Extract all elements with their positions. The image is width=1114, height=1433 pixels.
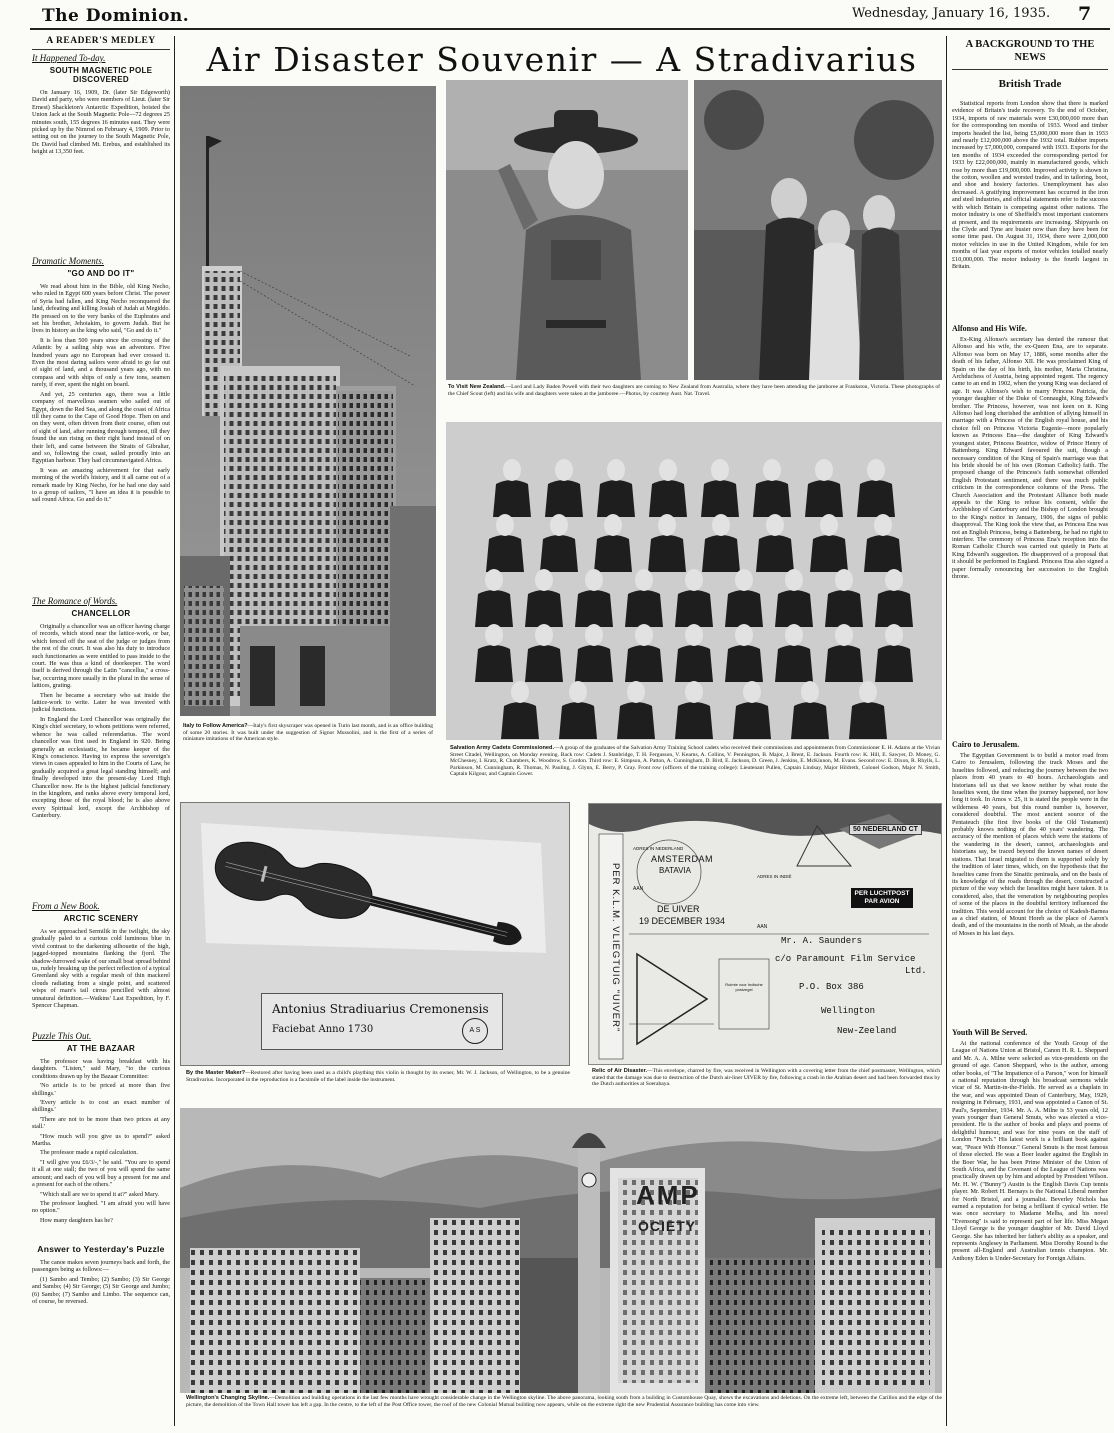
address-line-6: New-Zeeland bbox=[837, 1026, 897, 1036]
paragraph: It was an amazing achievement for that early morning of the world's history, and it all came out of a remark made by King Necho, for he had one day said to a group of sailors, "I have an idea it is possible to sail round Africa. Go and do it." bbox=[32, 466, 170, 504]
section-go-and-do-it bbox=[32, 256, 170, 596]
cadet-figure-body bbox=[575, 590, 613, 627]
issue-date: Wednesday, January 16, 1935. bbox=[852, 6, 1051, 21]
cadet-figure-body bbox=[475, 590, 513, 627]
section-body-alfonso bbox=[952, 336, 1108, 736]
violin-label bbox=[261, 993, 503, 1050]
caption-baden-powell bbox=[448, 384, 940, 414]
cadet-figure-head bbox=[835, 569, 853, 591]
address-line-2: c/o Paramount Film Service bbox=[775, 954, 916, 964]
cadet-figure-body bbox=[575, 645, 613, 682]
caption-violin bbox=[186, 1070, 570, 1100]
cadet-figure-head bbox=[685, 569, 703, 591]
cadet-figure-head bbox=[503, 459, 521, 481]
cadet-figure-body bbox=[733, 702, 771, 739]
section-at-the-bazaar bbox=[32, 1031, 170, 1241]
paragraph: "Which stall are we to spend it at?" asked Mary. bbox=[40, 1190, 160, 1198]
page-headline: Air Disaster Souvenir — A Stradivarius bbox=[206, 40, 918, 79]
cadet-figure-body bbox=[725, 645, 763, 682]
section-heading: Answer to Yesterday's Puzzle bbox=[37, 1244, 165, 1254]
violin-illustration bbox=[181, 803, 569, 983]
section-body bbox=[32, 1259, 170, 1307]
cadet-figure-body bbox=[617, 702, 655, 739]
violin-label-year: Faciebat Anno 1730 bbox=[272, 1024, 374, 1035]
section-body bbox=[32, 1058, 170, 1226]
cadet-figure-head bbox=[885, 569, 903, 591]
photo-violin bbox=[180, 802, 570, 1066]
caption-title: By the Master Maker? bbox=[186, 1070, 246, 1076]
caption-envelope bbox=[592, 1068, 940, 1098]
address-line-3: Ltd. bbox=[905, 966, 927, 976]
caption-title: Relic of Air Disaster. bbox=[592, 1068, 648, 1074]
cadet-figure-head bbox=[607, 459, 625, 481]
cadet-figure-body bbox=[675, 590, 713, 627]
cadet-figure-body bbox=[775, 590, 813, 627]
stamp-space-note: Ruimte voor Indische postzegel bbox=[725, 982, 763, 992]
section-body-youth bbox=[952, 1040, 1108, 1410]
address-line-5: Wellington bbox=[821, 1006, 876, 1016]
cadet-figure-body bbox=[475, 645, 513, 682]
address-line-4: P.O. Box 386 bbox=[799, 982, 864, 992]
skyline-illustration bbox=[180, 1108, 942, 1393]
caption-skyline bbox=[186, 1395, 942, 1427]
paragraph: It is less than 500 years since the crossing of the Atlantic by a sailing ship was an adventure. Five hundred years ago no European had ever crossed it. Even the most daring sailors were afraid to go far out of sight of land, and a thousand years ago, with no compass and with ships of only a few tons, seamen rarely, if ever, spent the night on board. bbox=[32, 336, 170, 389]
cadet-figure-head bbox=[485, 624, 503, 646]
cadet-figure-head bbox=[735, 569, 753, 591]
cadet-figure-body bbox=[857, 480, 895, 517]
airmail-line-2: PAR AVION bbox=[864, 898, 900, 905]
cadet-figure-head bbox=[874, 514, 892, 536]
envelope-vertical-label: PER K.L.M. VLIEGTUIG "UIVER" bbox=[610, 863, 621, 1033]
cadet-figure-body bbox=[701, 480, 739, 517]
paper-name: The Dominion. bbox=[42, 6, 190, 26]
column-rule-right bbox=[946, 36, 947, 1426]
caption-title: Salvation Army Cadets Commissioned. bbox=[450, 745, 555, 751]
cadet-figure-body bbox=[864, 535, 902, 572]
cadet-figure-body bbox=[648, 535, 686, 572]
cadet-figure-head bbox=[801, 681, 819, 703]
caption-text: —Restored after having been used as a child's plaything this violin is thought by its owner, Mr. W. J. Jackson, of Wellington, to be a genuine Stradivarius. Incorporated in the reproduction is a facsimile of the label inside the instrument. bbox=[186, 1070, 570, 1083]
cadet-figure-head bbox=[785, 569, 803, 591]
cadet-figure-head bbox=[496, 514, 514, 536]
paragraph: 'There are not to be more than two prices at any stall.' bbox=[32, 1115, 170, 1131]
caption-text: —This envelope, charred by fire, was received in Wellington with a covering letter from the chief postmaster, Wellington, which stated that the damage was due to destruction of the Dutch air-liner UIVER by fire, following a crash in the Arabian desert and had been forwarded thus by the Dutch authorities at Soerabaya. bbox=[592, 1068, 940, 1088]
column-rule-left bbox=[174, 36, 175, 1426]
cadet-figure-body bbox=[875, 590, 913, 627]
photo-air-disaster-envelope bbox=[588, 803, 942, 1065]
cadet-figure-head bbox=[867, 459, 885, 481]
section-kicker: Puzzle This Out. bbox=[32, 1031, 92, 1041]
cadet-figure-head bbox=[604, 514, 622, 536]
envelope-aan-label: AAN bbox=[757, 924, 768, 930]
cadet-figure-body bbox=[791, 702, 829, 739]
cadet-figure-head bbox=[535, 569, 553, 591]
caption-text: —Lord and Lady Baden Powell with their two daughters are coming to New Zealand from Australia, where they have been attending the jamboree at Frankston, Victoria. These photographs of the Chief Scout (left) and his wife and daughters were taken at the jamboree.—Photos, by courtesy Aust. Nat. Travel. bbox=[448, 384, 940, 397]
section-heading-british-trade: British Trade bbox=[998, 78, 1062, 90]
cadet-figure-head bbox=[711, 459, 729, 481]
section-kicker: The Romance of Words. bbox=[32, 596, 118, 606]
section-body-cairo bbox=[952, 752, 1108, 1024]
cadet-figure-head bbox=[685, 624, 703, 646]
cadet-figure-head bbox=[535, 624, 553, 646]
paragraph: We read about him in the Bible, old King Necho, who ruled in Egypt 600 years before Christ. The power of Syria had fallen, and King Necho reconquered the land, defeating and killing Josiah of Judah at Megiddo. He pressed on to the very banks of the Euphrates and set his brother, Jehoiakim, to govern Judah. But he lives in history as the king who said, "Go and do it." bbox=[32, 283, 170, 335]
cadet-figure-body bbox=[486, 535, 524, 572]
envelope-adres-nederland: ADRES IN NEDERLAND bbox=[633, 846, 684, 851]
section-heading-cairo: Cairo to Jerusalem. bbox=[952, 740, 1020, 749]
cadet-figure-head bbox=[511, 681, 529, 703]
photo-wellington-skyline bbox=[180, 1108, 942, 1393]
cadet-figure-body bbox=[825, 590, 863, 627]
photo-salvation-army-cadets bbox=[446, 422, 942, 740]
address-line-1: Mr. A. Saunders bbox=[781, 936, 863, 946]
cadet-figure-body bbox=[594, 535, 632, 572]
paragraph: The professor laughed. "I am afraid you will have no option." bbox=[32, 1199, 170, 1215]
cadet-figure-head bbox=[569, 681, 587, 703]
cadet-figure-body bbox=[525, 645, 563, 682]
cadet-figure-body bbox=[625, 590, 663, 627]
cadet-figure-body bbox=[825, 645, 863, 682]
paragraph: Ex-King Alfonso's secretary has denied the rumour that Alfonso and his wife, the ex-Queen Ena, are to separate. Alfonso was born on May 17, 1886, some months after the death of his father, Alfonso XII. He was proclaimed King of Spain on the day of his birth, his mother, Maria Christina, Archduchess of Austria, being appointed regent. The regency came to an end in 1902, when the young King was declared of age. It was Alfonso's wish to marry Princess Patricia, the younger daughter of the Duke of Connaught, King Edward's brother. The Princess, however, was not keen on it. King Alfonso had long cherished the ambition of allying himself in marriage with a Princess of the English royal house, and his choice fell on Princess Victoria Eugenie—more popularly known as Princess Ena—the daughter of King Edward's youngest sister, Princess Beatrice, widow of Prince Henry of Battenberg. King Edward favoured the suit, though a necessary condition of the King of Spain's marriage was that his bride should be of his own (Roman Catholic) faith. The proposed change of the Princess's faith somewhat offended English Protestant sentiment, and there was much public criticism in the correspondence columns of the Press. The Church Association and the Protestant Alliance both made appeals to the King to refuse his consent, while the Archbishop of Canterbury and the Bishop of London brought to the King's notice in January, 1906, the signs of public disapproval. The King took the view that, as Princess Ena was not an English Princess, being a Battenberg, he had no right to interfere. The ceremony of Princess Ena's reception into the Roman Catholic Church was carried out quietly in Paris at King Edward's suggestion. He disapproved of a proposal that it should be performed in England. Princess Ena also signed a paper formally renouncing her succession to the English throne. bbox=[952, 336, 1108, 580]
right-column-title: A BACKGROUND TO THE NEWS bbox=[965, 39, 1095, 63]
cadet-figure-body bbox=[545, 480, 583, 517]
caption-italy bbox=[183, 723, 433, 763]
section-heading-youth: Youth Will Be Served. bbox=[952, 1028, 1028, 1037]
left-column-readers-medley bbox=[32, 36, 170, 1426]
photo-lady-baden-powell-daughters bbox=[694, 80, 942, 380]
section-arctic-scenery bbox=[32, 901, 170, 1031]
airmail-line-1: PER LUCHTPOST bbox=[854, 890, 910, 897]
cadet-figure-head bbox=[659, 459, 677, 481]
caption-text: —Demolition and building operations in the last few months have wrought considerable change in the Wellington skyline. The above panorama, looking south from a building in Customhouse Quay, shows the excavations and deletions. On the extreme left, between the Carillon and the edge of the picture, the demolition of the Town Hall tower has left a gap. In the centre, to the left of the Post Office tower, the roof of the new Colonial Mutual building now appears, while on the extreme right the new Prudential Assurance building has come into view. bbox=[186, 1395, 942, 1408]
postage-stamp: 50 NEDERLAND CT bbox=[849, 824, 922, 835]
section-puzzle-answer bbox=[32, 1241, 170, 1381]
page-number: 7 bbox=[1078, 3, 1092, 25]
paragraph: "How much will you give us to spend?" asked Martha. bbox=[32, 1132, 170, 1148]
cadet-figure-body bbox=[493, 480, 531, 517]
cadet-figure-body bbox=[753, 480, 791, 517]
cadet-figure-body bbox=[540, 535, 578, 572]
cadet-figure-head bbox=[735, 624, 753, 646]
cadet-figure-body bbox=[597, 480, 635, 517]
divider bbox=[32, 49, 170, 50]
violin-label-monogram: A S bbox=[462, 1018, 488, 1044]
cadet-figure-body bbox=[649, 480, 687, 517]
paragraph: 'Every article is to cost an exact number of shillings.' bbox=[32, 1099, 170, 1114]
cadet-figure-head bbox=[585, 624, 603, 646]
envelope-background bbox=[589, 804, 941, 1064]
cadet-figure-head bbox=[820, 514, 838, 536]
paragraph: The canoe makes seven journeys back and forth, the passengers being as follows:— bbox=[32, 1259, 170, 1274]
cadet-figure-body bbox=[810, 535, 848, 572]
section-body bbox=[32, 283, 170, 506]
paragraph: Statistical reports from London show that there is marked evidence of Britain's trade recovery. To the end of October, 1934, imports of raw materials were £30,000,000 more than for the corresponding ten months of 1933. Wood and timber imports headed the list, being £5,000,000 more than in 1933 and nearly £12,000,000 above the 1932 total. Rubber imports increased by £7,000,000, compared with 1933. Exports for the ten months of 1934 exceeded the corresponding period for 1933 by £22,000,000, mainly in manufactured goods, which rose by more than £19,000,000. Improved activity is shown in the cotton, woollen and worsted trades, and in tailoring, boot, and shoe and hosiery factories. Unemployment has also decreased. A gratifying improvement has occurred in the iron and steel industries, and official statements refer to the success with which Britain is competing against other nations. The motor industry is one of Sheffield's most important customers at present, and its requirements are increasing. Shipyards on the Clyde and Tyne are busier now than they have been for some time past. On August 31, 1934, there were 2,000,000 motor vehicles in use in the United Kingdom, while for ten months of last year exports of motor vehicles totalled nearly £10,000,000. The motor industry is the fourth largest in Britain. bbox=[952, 100, 1108, 270]
cadet-figure-head bbox=[658, 514, 676, 536]
skyline-sign-society: OCIETY bbox=[638, 1218, 697, 1234]
section-body bbox=[32, 623, 170, 822]
cadet-figure-head bbox=[766, 514, 784, 536]
cadet-figure-head bbox=[485, 569, 503, 591]
paragraph: The professor was having breakfast with his daughters. "Listen," said Mary, "to the curious conditions drawn up by the Bazaar Committee: bbox=[32, 1058, 170, 1080]
caption-text: —A group of the graduates of the Salvation Army Training School cadets who received their commissions and appointments from Commissioner E. H. Adams at the Vivian Street Citadel, Wellington, on Monday evening. Back row: Cadets J. Stanbridge, T. H. Fergusson, V. Kearns, A. Collins, V. Pennington, B. Major, J. Brent, E. Jackson. Fourth row: K. Hill, E. Sawyer, D. Money, G. McChesney, I. Kratz, R. Chambers, K. Woodrow, S. Gordon. Third row: E. Simpson, A. Patton, A. Cunningham, D. Bird, E. Jackson, D. Green, J. Jenkins, E. McKinnon, M. Evans. Second row: E. Dixon, R. Rhylls, L. Parkinson, M. Cunningham, R. Thomas, N. Pauling, J. Glynn, E. Berry, P. Gray. Front row (officers of the training college): Lieutenant Pullen, Captain Lindsay, Major Hildreth, Colonel Godson, Major N. Smith, Captain Kilgour, and Captain Gower. bbox=[450, 745, 940, 778]
section-heading: AT THE BAZAAR bbox=[66, 1044, 136, 1053]
paragraph: On January 16, 1909, Dr. (later Sir Edgeworth) David and party, who were members of Lieut. (later Sir Ernest) Shackleton's Antarctic Expedition, hoisted the Union Jack at the South Magnetic Pole—72 degrees 25 minutes south, 155 degrees 16 minutes east. They were picked up by the Nimrod on February 4, 1909. Prior to setting out on the journey to the South Magnetic Pole, Dr. David had climbed Mt. Erebus, and established its height at 13,350 feet. bbox=[32, 89, 170, 156]
skyline-sign-amp: AMP bbox=[636, 1180, 700, 1210]
cadet-figure-head bbox=[635, 624, 653, 646]
section-body-british-trade bbox=[952, 100, 1108, 320]
cadet-figure-head bbox=[555, 459, 573, 481]
cadet-figure-head bbox=[685, 681, 703, 703]
section-body bbox=[32, 89, 170, 158]
group-portrait-illustration bbox=[446, 422, 942, 740]
section-kicker: Dramatic Moments. bbox=[32, 256, 104, 266]
section-magnetic-pole bbox=[32, 53, 170, 256]
envelope-aan-label: AAN bbox=[633, 886, 644, 892]
cadet-figure-head bbox=[763, 459, 781, 481]
cadet-figure-head bbox=[635, 569, 653, 591]
caption-salvation-army bbox=[450, 745, 940, 795]
cadet-figure-body bbox=[849, 702, 887, 739]
section-kicker: From a New Book. bbox=[32, 901, 100, 911]
caption-title: Italy to Follow America? bbox=[183, 723, 248, 729]
airmail-label bbox=[851, 888, 913, 908]
divider bbox=[952, 69, 1108, 70]
postmark-flight-date: 19 DECEMBER 1934 bbox=[639, 916, 726, 926]
envelope-adres-indie: ADRES IN INDIË bbox=[757, 874, 792, 879]
cadet-figure-body bbox=[501, 702, 539, 739]
cadet-figure-body bbox=[559, 702, 597, 739]
section-chancellor bbox=[32, 596, 170, 901]
paragraph: How many daughters has he? bbox=[40, 1216, 113, 1224]
paragraph: Then he became a secretary who sat inside the lattice-work to write. Later he was invested with judicial functions. bbox=[32, 691, 170, 714]
caption-title: Wellington's Changing Skyline. bbox=[186, 1395, 270, 1401]
caption-text: —Italy's first skyscraper was opened in Turin last month, and is an office building of some 20 stories. It was built under the suggestion of Signor Mussolini, and is the first of a series of miniature imitations of the American style. bbox=[183, 723, 433, 743]
cadet-figure-body bbox=[525, 590, 563, 627]
cadet-figure-head bbox=[859, 681, 877, 703]
cadet-figure-head bbox=[835, 624, 853, 646]
cadet-figure-body bbox=[725, 590, 763, 627]
cadet-figure-head bbox=[550, 514, 568, 536]
section-heading: CHANCELLOR bbox=[71, 609, 131, 618]
section-heading-alfonso: Alfonso and His Wife. bbox=[952, 324, 1027, 333]
cadet-figure-head bbox=[627, 681, 645, 703]
postmark-flight-name: DE UIVER bbox=[657, 904, 700, 914]
cadet-figure-body bbox=[702, 535, 740, 572]
paragraph: And yet, 25 centuries ago, there was a little company of marvellous seamen who sailed out of Egypt, down the Red Sea, and along the coast of Africa till they came to the Cape of Good Hope. Then on and on they went, often driven from their course, often out of sight of land, after running through tempest, till they found the sun rising on their right hand instead of on their left, and came between the Straits of Gibraltar, and so, following the coast, sailed proudly into an Egyptian harbour. They had circumnavigated Africa. bbox=[32, 390, 170, 465]
cadet-figure-head bbox=[585, 569, 603, 591]
paragraph: Originally a chancellor was an officer having charge of records, which stood near the lattice-work, or bar, which fenced off the seat of the judge or judges from the rest of the court. It was also his duty to introduce such functionaries as were entitled to pass inside to the court. He was thus a kind of doorkeeper. The word itself is derived through the Latin "cancellus," a cross-bar, occurring more usually in the plural in the sense of lattices, grating. bbox=[32, 623, 170, 690]
cadet-figure-body bbox=[756, 535, 794, 572]
photo-baden-powell bbox=[446, 80, 688, 380]
section-heading: SOUTH MAGNETIC POLE DISCOVERED bbox=[49, 66, 153, 84]
caption-title: To Visit New Zealand. bbox=[448, 384, 506, 390]
cadet-figure-body bbox=[775, 645, 813, 682]
family-illustration bbox=[694, 80, 942, 380]
section-heading: "GO AND DO IT" bbox=[67, 269, 135, 278]
cadet-figure-body bbox=[675, 702, 713, 739]
cadet-figure-head bbox=[785, 624, 803, 646]
paragraph: As we approached Sermilik in the twilight, the sky gradually paled to a curious cold luminous blue in vivid contrast to the darkening silhouette of the high, jagged-topped mountains flanking the fjord. The shadow-furrowed wake of our small boat spread behind us, rudely breaking up the perfect reflection of a typical Greenland sky with a regular mesh of thin mackerel clouds radiating from a single point, and scattered wisps of mare's tail cirrus pencilled with almost unnatural definition.—Watkins' Last Expedition, by F. Spencer Chapman. bbox=[32, 928, 170, 1010]
violin-label-maker: Antonius Stradiuarius Cremonensis bbox=[272, 1002, 489, 1016]
paragraph: 'No article is to be priced at more than five shillings.' bbox=[32, 1082, 170, 1097]
section-kicker: It Happened To-day. bbox=[32, 53, 106, 63]
cadet-figure-head bbox=[712, 514, 730, 536]
cadet-figure-body bbox=[875, 645, 913, 682]
cadet-figure-head bbox=[815, 459, 833, 481]
right-column-background-news bbox=[952, 38, 1108, 1428]
masthead-rule bbox=[30, 28, 1110, 30]
cadet-figure-head bbox=[743, 681, 761, 703]
skyscraper-illustration bbox=[180, 86, 436, 716]
cadet-figure-body bbox=[625, 645, 663, 682]
cadet-figure-head bbox=[885, 624, 903, 646]
paragraph: (1) Sambo and Tembo; (2) Sambo; (3) Sir George and Sambo; (4) Sir George; (5) Sir George and Jumbo; (6) Sambo; (7) Sambo and Limbo. The sequence can, of course, be reversed. bbox=[32, 1275, 170, 1306]
cadet-figure-body bbox=[675, 645, 713, 682]
paragraph: At the national conference of the Youth Group of the League of Nations Union at Bristol, Canon H. R. L. Sheppard and Mr. A. A. Milne were selected as vice-presidents on the ground of age. Canon Sheppard, who is the author, among other books, of "The Impatience of a Parson," won for himself a national reputation through his broadcast sermons while vicar of St. Martin-in-the-Fields. He served as a chaplain in the war, and was appointed Dean of Canterbury, May, 1929, resigning in February, 1931, and was appointed a Canon of St. Paul's, September, 1934. Mr. A. A. Milne is 53 years old, 12 years younger than General Smuts, who was elected a vice-president. He is the author of books and plays and poems of delightful humour, and was for nine years on the staff of London "Punch." His latest work is a brilliant book against war, "Peace With Honour." General Smuts is the most famous of those elected. He was a Boer leader against the English in the Boer War, he has been Prime Minister of the Union of South Africa, and the Covenant of the League of Nations was practically drawn up by him and adopted by President Wilson. Mr. H. W. ("Bunny") Austin is the English Davis Cup tennis player. Mr. Robert H. Bernays is the National Liberal member for North Bristol, and a journalist. Beverley Nichols has earned a reputation for being a brilliant if cynical writer. He was once secretary to Madame Melba, and his novel "Evensong" is said to represent part of her life. Miss Megan Lloyd George is the younger daughter of Mr. David Lloyd George. She has inherited her father's ability as a speaker, and represents Anglesey in Parliament. Miss Dorothy Round is the present all-England and Australian tennis champion. Mr. Anthony Eden is Under-Secretary for Foreign Affairs. bbox=[952, 1040, 1108, 1262]
paragraph: The professor made a rapid calculation. bbox=[40, 1149, 138, 1157]
section-heading: ARCTIC SCENERY bbox=[63, 914, 139, 923]
chief-scout-illustration bbox=[446, 80, 688, 380]
photo-turin-skyscraper bbox=[180, 86, 436, 716]
left-column-title: A READER'S MEDLEY bbox=[46, 36, 156, 46]
cadet-figure-body bbox=[805, 480, 843, 517]
postmark-city: AMSTERDAM bbox=[651, 854, 714, 864]
paragraph: In England the Lord Chancellor was originally the King's chief secretary, to whom petitions were referred, whence he was called referendarius. The word chancellor was first used in England in 920. Being generally an ecclesiastic, he became keeper of the King's conscience. Having to express the sovereign's views in cases appealed to him in the Courts of Law, he gradually acquired a great legal standing himself; and finally developed into the present-day Lord High Chancellor now. He is the highest judicial functionary in the kingdom, and ranks above every temporal lord, excepting those of the royal blood; he is also above every Spiritual lord, except the Archbishop of Canterbury. bbox=[32, 715, 170, 820]
paragraph: The Egyptian Government is to build a motor road from Cairo to Jerusalem, following the track Moses and the Israelites followed, and reducing the journey between the two places from 40 years to 40 hours. Archaeologists and historians tell us that we know neither by what route the Israelites went, the time when the journey happened, nor how long it took. In Amos v. 25, it is stated the people were in the wilderness 40 years, but this round number is, however, considered doubtful. The most ancient source of the Pentateuch (the first five books of the Old Testament) probably knows nothing of the 40 years' wandering. The accuracy of the mention of places which were the stations of the wandering in the desert, cannot, archaeologists and historians say, be traced beyond the known names of desert stations. That Israel migrated to them is supported solely by the tradition of later times, which, on the hypothesis that the Israelites came from the Sinaitic peninsula, and on the basis of its knowledge of the roads through the desert, constructed a picture of the way which the Israelites might have taken. It is considered, also, that the veneration by neighbouring peoples of some of the places in the doubtful territory influenced the tradition. This would account for the choice of Kadesh-Barnea as a chief station, of Mount Horeb as the place of Aaron's death, and of the mountains in the north of Moab, as the abode of Moses in his last days. bbox=[952, 752, 1108, 937]
section-body bbox=[32, 928, 170, 1011]
postmark-sub: BATAVIA bbox=[659, 866, 692, 875]
paragraph: "I will give you £6/3/-," he said. "You are to spend it all at one stall; the two of you will spend the same amount; and each of you will buy a present for me and a present for each of the others." bbox=[32, 1158, 170, 1189]
